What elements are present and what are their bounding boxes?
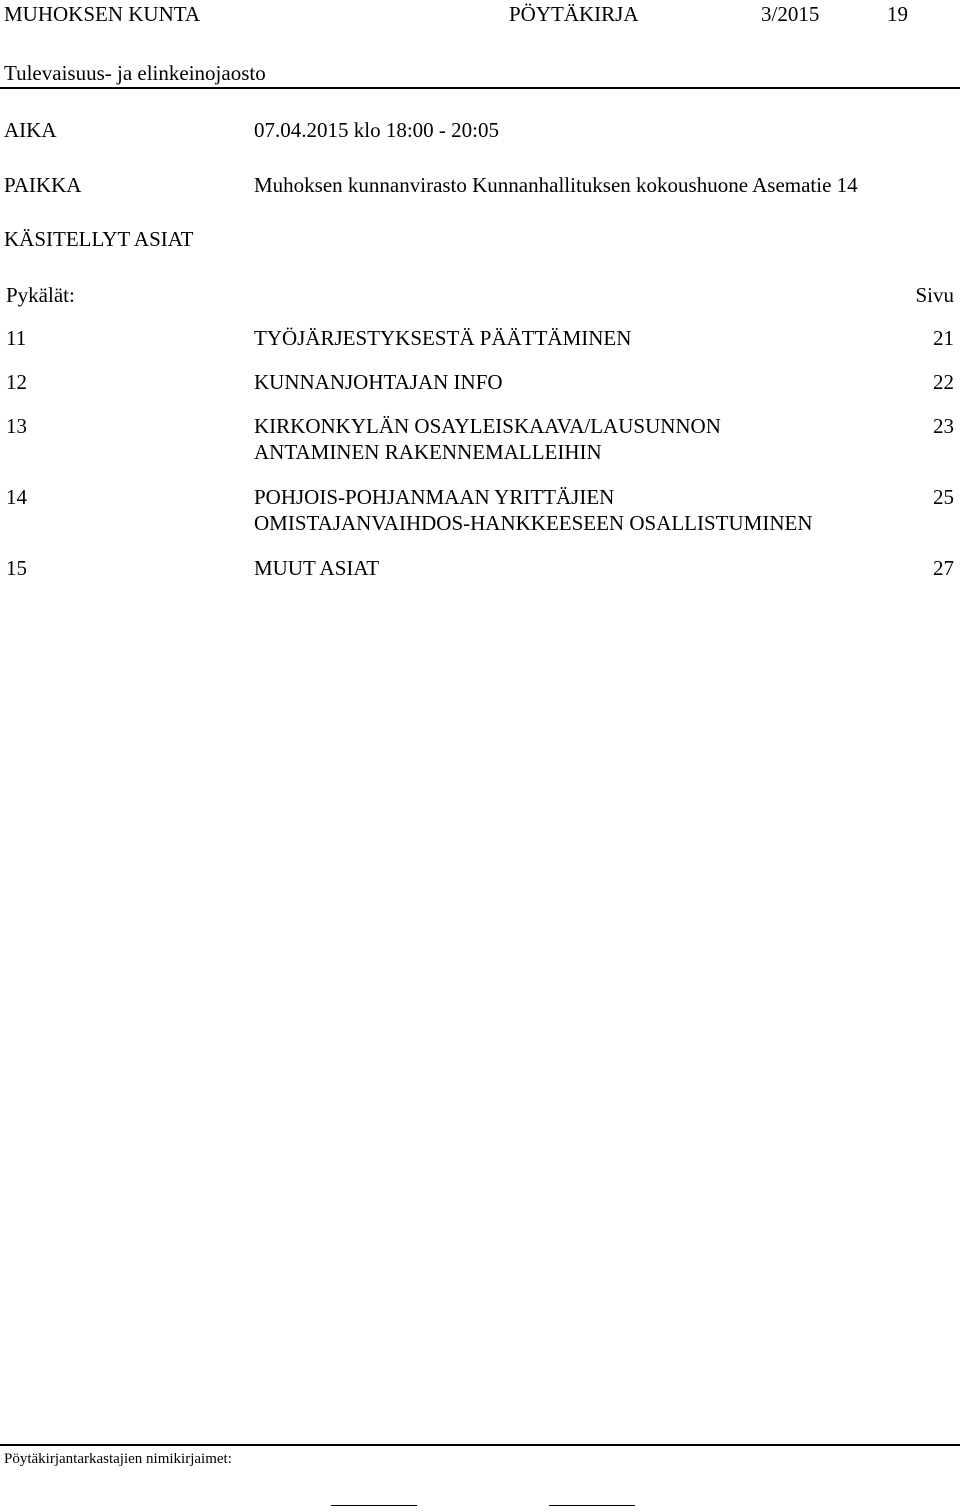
section-number: 11 (6, 326, 27, 350)
sections-column-header: Pykälät: (6, 283, 75, 307)
section-number: 14 (6, 485, 27, 509)
section-page: 21 (933, 326, 954, 350)
page-number: 19 (887, 2, 908, 26)
section-title-line: MUUT ASIAT (254, 556, 380, 580)
section-title (254, 555, 379, 581)
section-number: 12 (6, 370, 27, 394)
section-number: 15 (6, 556, 27, 580)
section-title (254, 369, 503, 395)
time-label: AIKA (4, 118, 57, 142)
place-value: Muhoksen kunnanvirasto Kunnanhallituksen kokoushuone Asematie 14 (254, 173, 858, 197)
time-value: 07.04.2015 klo 18:00 - 20:05 (254, 118, 499, 142)
section-page: 23 (933, 414, 954, 438)
section-title-line: ANTAMINEN RAKENNEMALLEIHIN (254, 440, 602, 464)
section-page: 22 (933, 370, 954, 394)
section-title-line: TYÖJÄRJESTYKSESTÄ PÄÄTTÄMINEN (254, 326, 632, 350)
header-divider (0, 87, 960, 89)
document-type: PÖYTÄKIRJA (509, 2, 639, 26)
initials-label: Pöytäkirjantarkastajien nimikirjaimet: (4, 1451, 232, 1467)
footer-divider (0, 1444, 960, 1446)
initials-line (331, 1505, 417, 1506)
section-number: 13 (6, 414, 27, 438)
page-column-header: Sivu (915, 283, 954, 307)
section-page: 25 (933, 485, 954, 509)
organization-name: MUHOKSEN KUNTA (4, 2, 201, 26)
section-page: 27 (933, 556, 954, 580)
section-title-line: KIRKONKYLÄN OSAYLEISKAAVA/LAUSUNNON (254, 414, 721, 438)
place-label: PAIKKA (4, 173, 82, 197)
agenda-heading: KÄSITELLYT ASIAT (4, 227, 194, 251)
section-title-line: KUNNANJOHTAJAN INFO (254, 370, 503, 394)
document-number: 3/2015 (761, 2, 820, 26)
initials-line (549, 1505, 635, 1506)
section-title (254, 413, 721, 465)
section-title-line: POHJOIS-POHJANMAAN YRITTÄJIEN (254, 485, 615, 509)
section-title-line: OMISTAJANVAIHDOS-HANKKEESEEN OSALLISTUMINEN (254, 511, 813, 535)
section-title (254, 325, 631, 351)
committee-name: Tulevaisuus- ja elinkeinojaosto (4, 61, 266, 85)
section-title (254, 484, 813, 536)
